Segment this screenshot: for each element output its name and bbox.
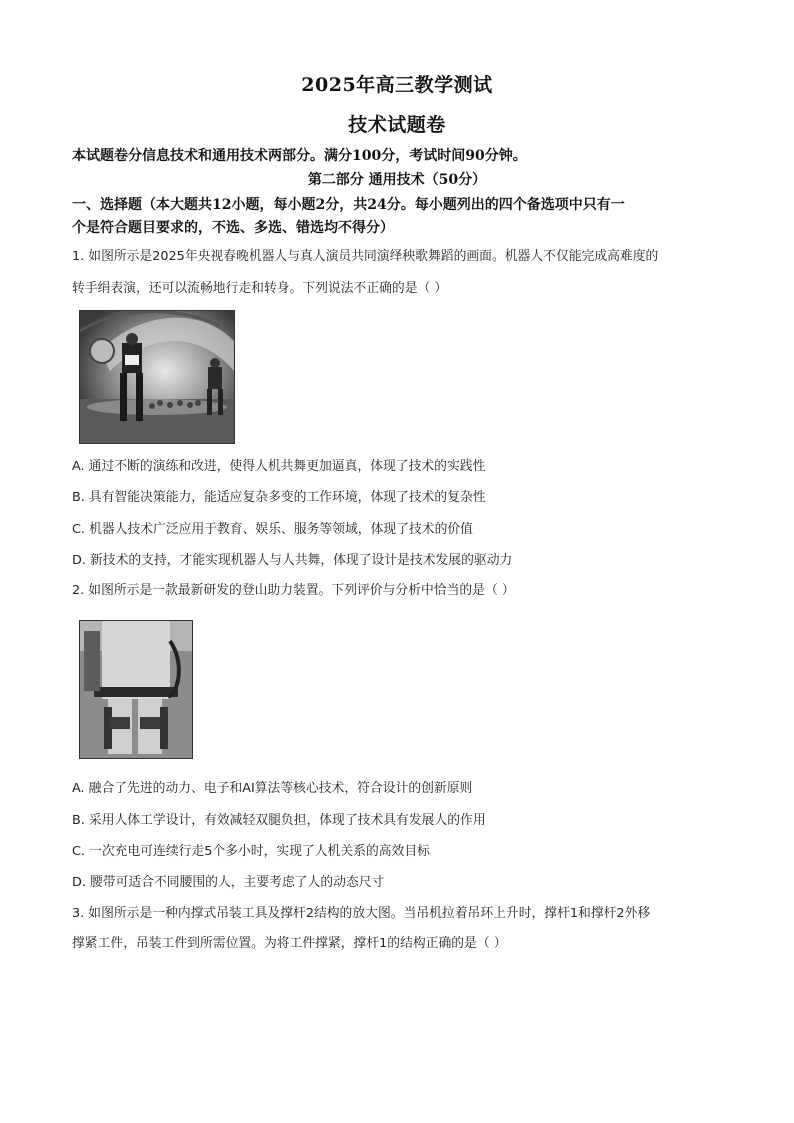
- question-1-stem-line-2: 转手绢表演，还可以流畅地行走和转身。下列说法不正确的是（ ）: [72, 281, 448, 296]
- exam-intro: 本试题卷分信息技术和通用技术两部分。满分100分，考试时间90分钟。: [72, 148, 527, 164]
- question-2-option-a: A. 融合了先进的动力、电子和AI算法等核心技术，符合设计的创新原则: [72, 781, 473, 796]
- question-1-option-b: B. 具有智能决策能力，能适应复杂多变的工作环境，体现了技术的复杂性: [72, 490, 486, 505]
- question-1-robot-dance-photo: [79, 310, 235, 444]
- question-2-option-b: B. 采用人体工学设计，有效减轻双腿负担，体现了技术具有发展人的作用: [72, 813, 486, 828]
- question-2-stem-line-1: 2. 如图所示是一款最新研发的登山助力装置。下列评价与分析中恰当的是（ ）: [72, 583, 515, 598]
- exam-subtitle: 技术试题卷: [348, 114, 446, 136]
- question-2-climbing-assist-device-photo: [79, 620, 193, 759]
- question-1-option-a: A. 通过不断的演练和改进，使得人机共舞更加逼真，体现了技术的实践性: [72, 459, 486, 474]
- question-1-option-c: C. 机器人技术广泛应用于教育、娱乐、服务等领域，体现了技术的价值: [72, 522, 473, 537]
- part-title: 第二部分 通用技术（50分）: [307, 172, 487, 188]
- exam-title: 2025年高三教学测试: [301, 74, 493, 96]
- question-3-stem-line-1: 3. 如图所示是一种内撑式吊装工具及撑杆2结构的放大图。当吊机拉着吊环上升时，撑杆1和撑杆2外移: [72, 906, 651, 921]
- question-3-stem-line-2: 撑紧工件，吊装工件到所需位置。为将工件撑紧，撑杆1的结构正确的是（ ）: [72, 936, 507, 951]
- question-2-option-d: D. 腰带可适合不同腰围的人，主要考虑了人的动态尺寸: [72, 875, 385, 890]
- question-1-option-d: D. 新技术的支持，才能实现机器人与人共舞，体现了设计是技术发展的驱动力: [72, 553, 513, 568]
- question-2-option-c: C. 一次充电可连续行走5个多小时，实现了人机关系的高效目标: [72, 844, 430, 859]
- section-instruction-line-1: 一、选择题（本大题共12小题，每小题2分，共24分。每小题列出的四个备选项中只有一: [72, 197, 625, 213]
- question-1-stem-line-1: 1. 如图所示是2025年央视春晚机器人与真人演员共同演绎秧歌舞蹈的画面。机器人不仅能完成高难度的: [72, 249, 659, 264]
- section-instruction-line-2: 个是符合题目要求的，不选、多选、错选均不得分）: [72, 220, 394, 236]
